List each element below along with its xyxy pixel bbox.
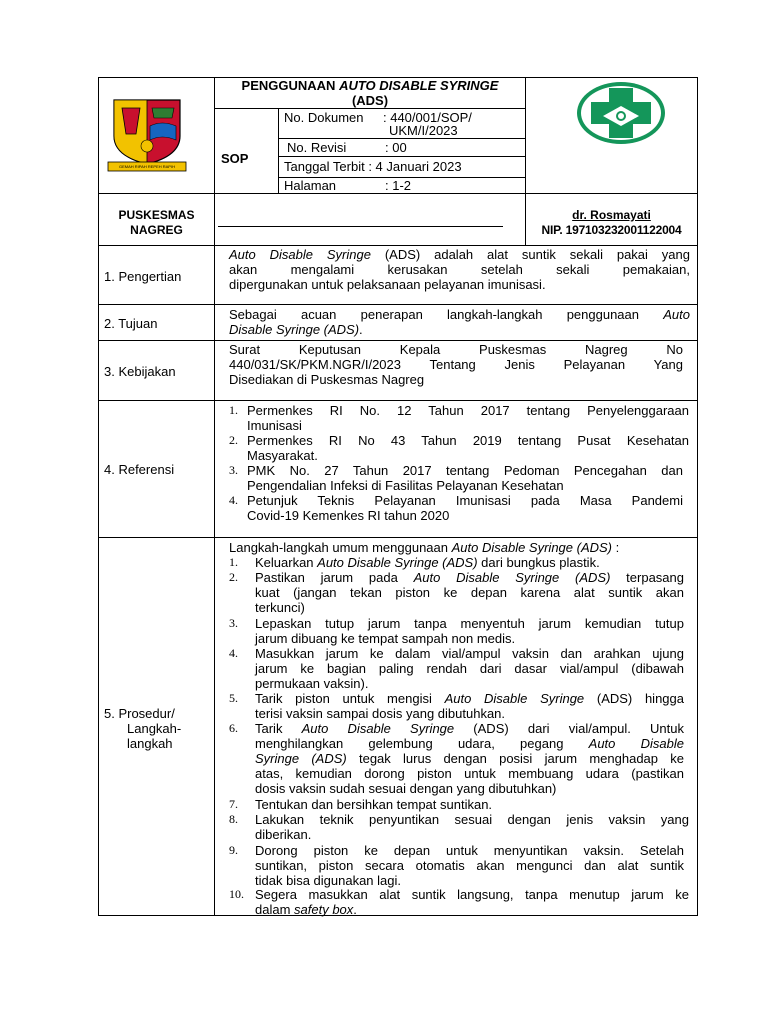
step-num-6: 6. [229, 721, 238, 735]
header-bottom [98, 193, 698, 194]
step-num-8: 8. [229, 812, 238, 826]
text-run: Sebagai acuan penerapan langkah-langkah penggunaan [229, 307, 664, 322]
text-run: dari bungkus plastik. [477, 555, 600, 570]
step-num-10: 10. [229, 887, 244, 901]
step-9-line-2: suntikan, piston secara otomatis akan mengunci dan alat suntik [255, 858, 684, 873]
italic-term: Auto Disable Syringe [301, 721, 455, 736]
step-num-4: 4. [229, 646, 238, 660]
signer-nip: NIP. 197103232001122004 [541, 223, 682, 237]
italic-term: Auto Disable Syringe (ADS) [413, 570, 611, 585]
pengertian-line-2: akan mengalami kerusakan setelah sekali pemakaian, [229, 262, 690, 277]
section-label-tujuan: 2. Tujuan [104, 316, 158, 331]
italic-term: Disable Syringe (ADS) [229, 322, 360, 337]
row-line-3 [98, 340, 698, 341]
referensi-item-1-cont: Imunisasi [247, 418, 302, 433]
referensi-num-1: 1. [229, 403, 238, 417]
border-right [697, 77, 698, 916]
no-dokumen-value: : 440/001/SOP/ [383, 110, 472, 125]
prosedur-label-3: langkah [127, 736, 173, 751]
italic-term: Auto Disable [588, 736, 684, 751]
step-1-line-1 [255, 555, 600, 570]
step-6-line-2 [255, 736, 684, 751]
step-num-1: 1. [229, 555, 238, 569]
step-4-line-2: jarum ke bagian paling rendah dari dasar vial/ampul (dibawah [255, 661, 684, 676]
referensi-item-3-cont: Pengendalian Infeksi di Fasilitas Pelayanan Kesehatan [247, 478, 564, 493]
step-4-line-3: permukaan vaksin). [255, 676, 369, 691]
text-run: tegak lurus dengan posisi jarum menghadap ke [346, 751, 684, 766]
border-bottom [98, 915, 698, 916]
step-5-line-1 [255, 691, 684, 706]
kebijakan-line-2: 440/031/SK/PKM.NGR/I/2023 Tentang Jenis Pelayanan Yang [229, 357, 683, 372]
text-run: Tarik piston untuk mengisi [255, 691, 445, 706]
halaman-label: Halaman [284, 178, 337, 193]
border-left [98, 77, 99, 916]
col-divider-logo [525, 77, 526, 193]
italic-term: Auto Disable Syringe (ADS) [451, 540, 613, 555]
col-divider-1 [214, 77, 215, 916]
tujuan-line-2 [229, 322, 690, 337]
text-run: Tarik [255, 721, 302, 736]
step-num-9: 9. [229, 843, 238, 857]
referensi-num-3: 3. [229, 463, 238, 477]
title-underline [214, 108, 526, 109]
pengertian-line-3: dipergunakan untuk pelaksanaan pelayanan imunisasi. [229, 277, 546, 292]
puskesmas-logo [575, 80, 667, 146]
text-run: menghilangkan gelembung udara, pegang [255, 736, 589, 751]
text-run: . [353, 902, 357, 917]
text-run: Pastikan jarum pada [255, 570, 414, 585]
text-run: (ADS) hingga [584, 691, 684, 706]
section-label-pengertian: 1. Pengertian [104, 269, 182, 284]
crest-motto: GEMAH RIPAH REPEH RAPIH [119, 164, 175, 169]
step-num-7: 7. [229, 797, 238, 811]
referensi-item-4: Petunjuk Teknis Pelayanan Imunisasi pada Masa Pandemi [247, 493, 683, 508]
title-prefix: PENGGUNAAN [241, 78, 340, 93]
italic-term: Auto [663, 307, 690, 322]
step-4-line-1: Masukkan jarum ke dalam vial/ampul vaksin dan arahkan ujung [255, 646, 684, 661]
crest-shield-icon [106, 96, 188, 174]
step-5-line-2: terisi vaksin sampai dosis yang dibutuhkan. [255, 706, 506, 721]
row-line-4 [98, 400, 698, 401]
puskesmas-cross-icon [575, 80, 667, 146]
step-2-line-1 [255, 570, 684, 585]
kabupaten-crest-logo [106, 96, 188, 174]
step-8-line-2: diberikan. [255, 827, 312, 842]
section-label-referensi: 4. Referensi [104, 462, 175, 477]
step-3-line-1: Lepaskan tutup jarum tanpa menyentuh jarum kemudian tutup [255, 616, 684, 631]
step-9-line-3: tidak bisa digunakan lagi. [255, 873, 401, 888]
italic-term: Auto Disable Syringe [229, 247, 371, 262]
text-run: Langkah-langkah umum menggunaan [229, 540, 452, 555]
step-8-line-1: Lakukan teknik penyuntikan sesuai dengan jenis vaksin yang [255, 812, 689, 827]
step-6-line-3 [255, 751, 684, 766]
prosedur-label-1: 5. Prosedur/ [104, 706, 175, 721]
organization-name [99, 208, 214, 238]
step-7-line-1: Tentukan dan bersihkan tempat suntikan. [255, 797, 493, 812]
row-line-5 [98, 537, 698, 538]
step-6-line-5: dosis vaksin sudah sesuai dengan yang dibutuhkan) [255, 781, 557, 796]
no-revisi-label: No. Revisi [287, 140, 347, 155]
sop-label: SOP [221, 151, 249, 166]
no-dokumen-value-2: UKM/I/2023 [389, 123, 458, 138]
tujuan-line-1 [229, 307, 690, 322]
row-line-2 [98, 304, 698, 305]
kebijakan-line-1: Surat Keputusan Kepala Puskesmas Nagreg No [229, 342, 683, 357]
step-6-line-4: atas, kemudian dorong piston untuk membuang udara (pastikan [255, 766, 684, 781]
no-dokumen-label: No. Dokumen [284, 110, 364, 125]
pengertian-line-1 [229, 247, 690, 262]
tanggal-terbit: Tanggal Terbit : 4 Januari 2023 [284, 159, 462, 174]
col-divider-sop [278, 108, 279, 193]
step-num-5: 5. [229, 691, 238, 705]
italic-term: Auto Disable Syringe [444, 691, 585, 706]
referensi-item-3: PMK No. 27 Tahun 2017 tentang Pedoman Pencegahan dan [247, 463, 683, 478]
document-title [215, 78, 525, 108]
text-run: terpasang [610, 570, 685, 585]
signature-line [218, 226, 503, 227]
step-10-line-1: Segera masukkan alat suntik langsung, tanpa menutup jarum ke [255, 887, 689, 902]
step-10-line-2 [255, 902, 357, 917]
referensi-item-2: Permenkes RI No 43 Tahun 2019 tentang Pusat Kesehatan [247, 433, 689, 448]
text-run: dalam [255, 902, 295, 917]
title-suffix: (ADS) [351, 93, 389, 108]
org-line-2: NAGREG [130, 223, 183, 237]
italic-term: safety box [294, 902, 354, 917]
step-num-3: 3. [229, 616, 238, 630]
step-9-line-1: Dorong piston ke depan untuk menyuntikan vaksin. Setelah [255, 843, 684, 858]
text-run: Keluarkan [255, 555, 318, 570]
text-run: (ADS) adalah alat suntik sekali pakai yang [370, 247, 690, 262]
signer-name: dr. Rosmayati [572, 208, 651, 222]
step-3-line-2: jarum dibuang ke tempat sampah non medis. [255, 631, 516, 646]
text-run: : [612, 540, 620, 555]
referensi-num-2: 2. [229, 433, 238, 447]
referensi-num-4: 4. [229, 493, 238, 507]
italic-term: Syringe (ADS) [255, 751, 347, 766]
italic-term: Auto Disable Syringe (ADS) [317, 555, 478, 570]
kebijakan-line-3: Disediakan di Puskesmas Nagreg [229, 372, 425, 387]
referensi-item-2-cont: Masyarakat. [247, 448, 318, 463]
sop-line-1 [278, 138, 526, 139]
referensi-item-1: Permenkes RI No. 12 Tahun 2017 tentang Penyelenggaraan [247, 403, 689, 418]
no-revisi-value: : 00 [385, 140, 407, 155]
referensi-item-4-cont: Covid-19 Kemenkes RI tahun 2020 [247, 508, 450, 523]
row-line-1 [98, 245, 698, 246]
halaman-value: : 1-2 [385, 178, 412, 193]
sop-line-2 [278, 156, 526, 157]
org-line-1: PUSKESMAS [118, 208, 195, 222]
title-italic: AUTO DISABLE SYRINGE [339, 78, 499, 93]
prosedur-intro [229, 540, 619, 555]
section-label-kebijakan: 3. Kebijakan [104, 364, 176, 379]
step-num-2: 2. [229, 570, 238, 584]
step-2-line-3: terkunci) [255, 600, 305, 615]
text-run: . [359, 322, 363, 337]
section-label-prosedur [104, 706, 181, 751]
signer-block [526, 208, 697, 238]
text-run: (ADS) dari vial/ampul. Untuk [454, 721, 684, 736]
step-2-line-2: kuat (jangan tekan piston ke depan karena alat suntik akan [255, 585, 684, 600]
step-6-line-1 [255, 721, 684, 736]
prosedur-label-2: Langkah- [127, 721, 182, 736]
